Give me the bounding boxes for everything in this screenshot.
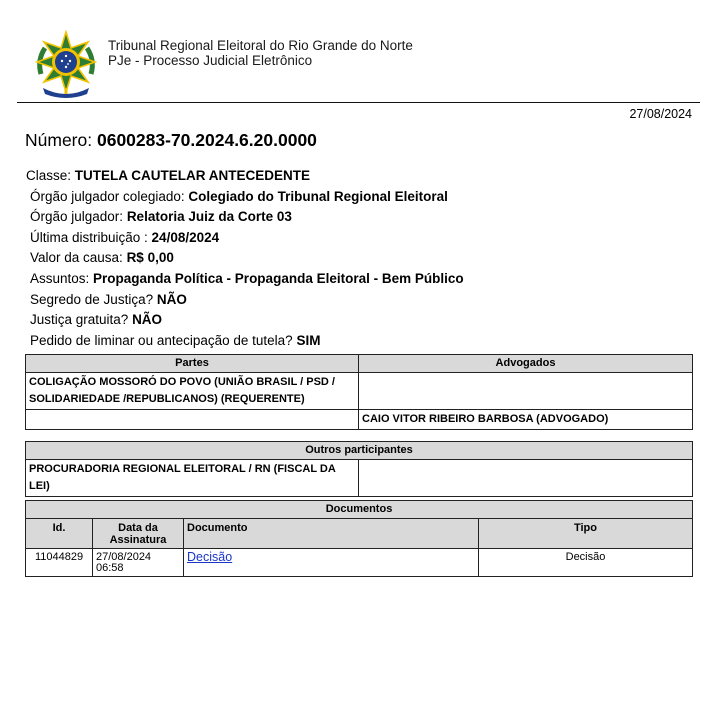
process-number-value: 0600283-70.2024.6.20.0000 xyxy=(96,130,317,150)
advogados-header: Advogados xyxy=(359,355,693,373)
field-justica-gratuita: Justiça gratuita? NÃO xyxy=(30,312,163,328)
org-line-court: Tribunal Regional Eleitoral do Rio Grande do Norte xyxy=(108,38,413,53)
documentos-title: Documentos xyxy=(26,501,693,519)
field-orgao-colegiado: Órgão julgador colegiado: Colegiado do Tribunal Regional Eleitoral xyxy=(30,188,448,204)
advogado-cell: CAIO VITOR RIBEIRO BARBOSA (ADVOGADO) xyxy=(359,410,693,430)
process-fields xyxy=(26,166,464,351)
doc-date: 27/08/2024 xyxy=(96,551,152,563)
empty-cell xyxy=(26,410,359,430)
process-number xyxy=(25,130,317,151)
parte-cell: COLIGAÇÃO MOSSORÓ DO POVO (UNIÃO BRASIL / PSD / SOLIDARIEDADE /REPUBLICANOS) (REQUERENTE) xyxy=(26,373,359,410)
documentos-table xyxy=(25,500,693,577)
outros-header-row xyxy=(26,442,693,460)
process-number-label: Número: xyxy=(25,130,93,150)
partes-table xyxy=(25,354,693,430)
doc-data-assinatura xyxy=(93,549,184,577)
org-line-system: PJe - Processo Judicial Eletrônico xyxy=(108,53,313,68)
partes-header: Partes xyxy=(26,355,359,373)
empty-cell xyxy=(359,460,693,497)
partes-header-row xyxy=(26,355,693,373)
field-valor-causa: Valor da causa: R$ 0,00 xyxy=(30,250,174,266)
document-link[interactable]: Decisão xyxy=(187,550,233,564)
doc-documento-cell xyxy=(184,549,479,577)
documentos-columns-row xyxy=(26,519,693,549)
empty-cell xyxy=(359,373,693,410)
table-row xyxy=(26,410,693,430)
column-id: Id. xyxy=(26,519,93,549)
field-segredo-justica: Segredo de Justiça? NÃO xyxy=(30,291,187,307)
header-divider xyxy=(17,102,700,103)
table-row xyxy=(26,373,693,410)
documentos-title-row xyxy=(26,501,693,519)
page-header xyxy=(0,0,724,104)
doc-id: 11044829 xyxy=(26,549,93,577)
field-assuntos: Assuntos: Propaganda Política - Propaganda Eleitoral - Bem Público xyxy=(30,270,464,286)
column-data-assinatura: Data da Assinatura xyxy=(93,519,184,549)
outros-participantes-header: Outros participantes xyxy=(26,442,693,460)
table-row xyxy=(26,549,693,577)
column-documento: Documento xyxy=(184,519,479,549)
outros-participantes-table xyxy=(25,441,693,497)
table-row xyxy=(26,460,693,497)
document-date: 27/08/2024 xyxy=(629,107,692,121)
brazil-coat-of-arms-icon xyxy=(33,30,99,100)
field-ultima-distribuicao: Última distribuição : 24/08/2024 xyxy=(30,229,220,245)
column-tipo: Tipo xyxy=(479,519,693,549)
participante-cell: PROCURADORIA REGIONAL ELEITORAL / RN (FISCAL DA LEI) xyxy=(26,460,359,497)
doc-tipo: Decisão xyxy=(479,549,693,577)
field-classe: Classe: TUTELA CAUTELAR ANTECEDENTE xyxy=(26,168,311,183)
organization-name xyxy=(108,38,413,68)
field-pedido-liminar: Pedido de liminar ou antecipação de tutela? SIM xyxy=(30,332,321,348)
field-orgao-julgador: Órgão julgador: Relatoria Juiz da Corte 03 xyxy=(30,209,292,225)
doc-time: 06:58 xyxy=(96,562,124,574)
